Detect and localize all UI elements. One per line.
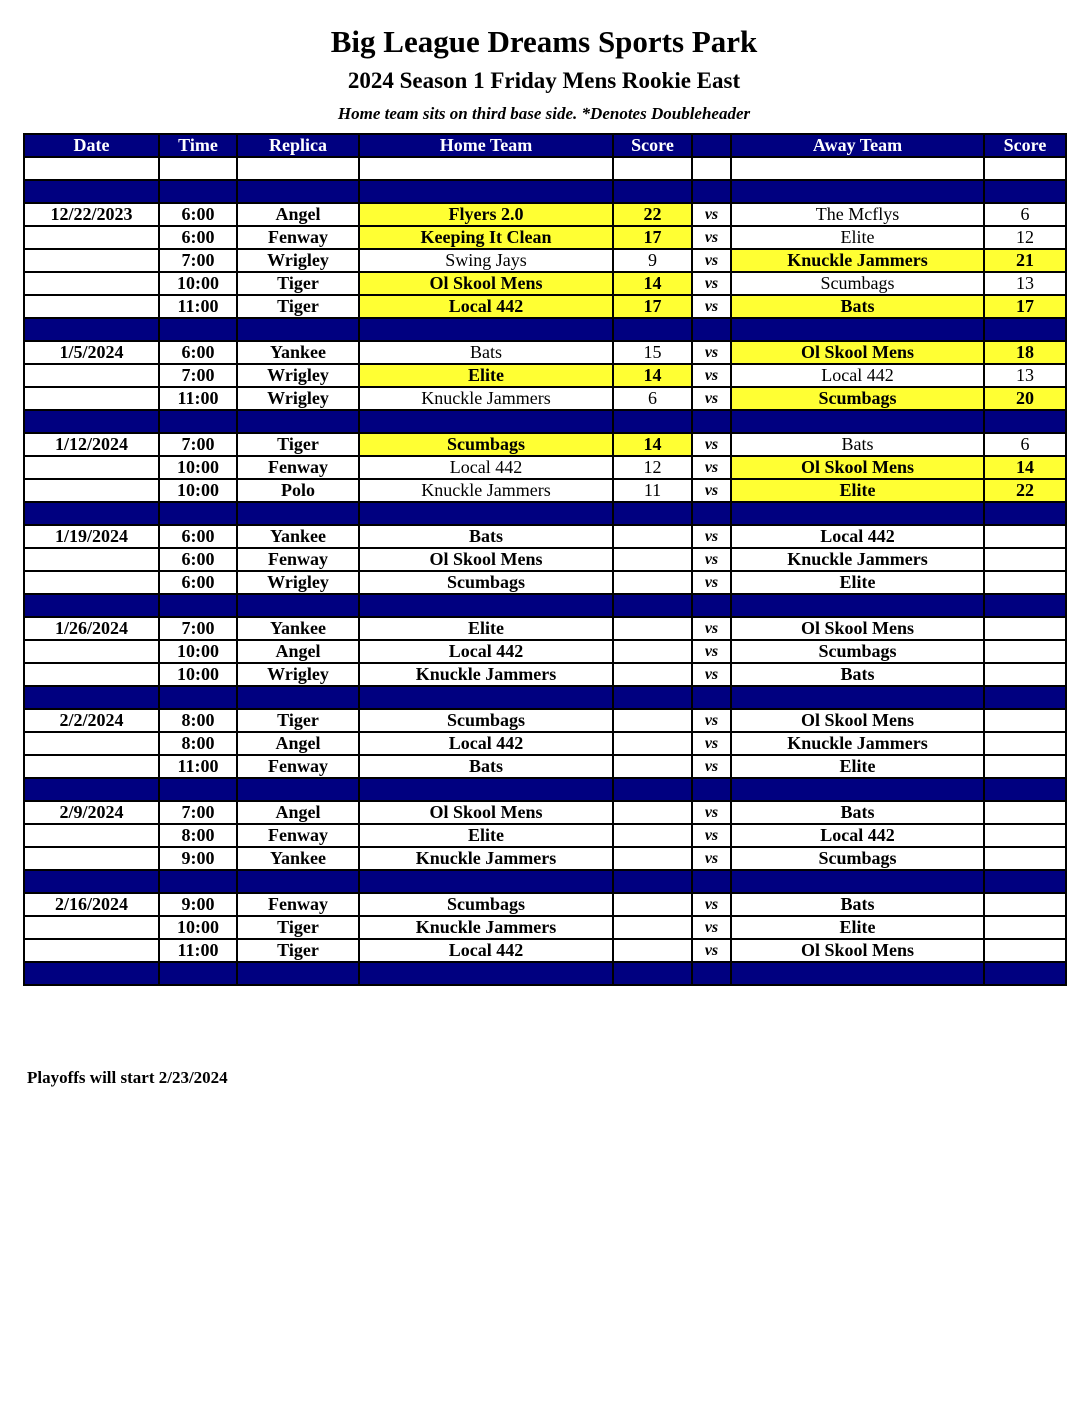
home-score: [613, 548, 692, 571]
column-header-replica: Replica: [237, 134, 359, 157]
game-row: [24, 433, 1066, 456]
game-row: [24, 387, 1066, 410]
away-score: [984, 893, 1066, 916]
game-row: [24, 456, 1066, 479]
home-team: Ol Skool Mens: [359, 272, 613, 295]
game-time: 7:00: [159, 801, 237, 824]
home-team: Flyers 2.0: [359, 203, 613, 226]
game-date: [24, 387, 159, 410]
game-date: 1/12/2024: [24, 433, 159, 456]
game-date: [24, 824, 159, 847]
home-score: [613, 847, 692, 870]
game-time: 7:00: [159, 617, 237, 640]
table-header-row: [24, 134, 1066, 157]
home-score: [613, 801, 692, 824]
home-team: Ol Skool Mens: [359, 548, 613, 571]
week-separator-row: [24, 180, 1066, 203]
away-team: Local 442: [731, 364, 984, 387]
game-field: Wrigley: [237, 364, 359, 387]
away-score: 21: [984, 249, 1066, 272]
home-team: Local 442: [359, 456, 613, 479]
away-team: Ol Skool Mens: [731, 341, 984, 364]
game-date: [24, 272, 159, 295]
away-team: Elite: [731, 226, 984, 249]
home-score: [613, 824, 692, 847]
home-team: Scumbags: [359, 433, 613, 456]
game-date: 2/9/2024: [24, 801, 159, 824]
game-field: Tiger: [237, 433, 359, 456]
column-header-home-score: Score: [613, 134, 692, 157]
away-team: Knuckle Jammers: [731, 732, 984, 755]
game-row: [24, 801, 1066, 824]
vs-label: vs: [692, 640, 731, 663]
away-score: 13: [984, 364, 1066, 387]
away-score: 20: [984, 387, 1066, 410]
vs-label: vs: [692, 755, 731, 778]
away-score: [984, 824, 1066, 847]
home-score: 12: [613, 456, 692, 479]
vs-label: vs: [692, 916, 731, 939]
home-score: [613, 525, 692, 548]
vs-label: vs: [692, 525, 731, 548]
game-field: Angel: [237, 801, 359, 824]
game-time: 9:00: [159, 893, 237, 916]
home-team: Scumbags: [359, 709, 613, 732]
schedule-body: [24, 157, 1066, 985]
game-row: [24, 640, 1066, 663]
game-time: 7:00: [159, 249, 237, 272]
game-field: Yankee: [237, 341, 359, 364]
game-time: 7:00: [159, 364, 237, 387]
home-team: Knuckle Jammers: [359, 663, 613, 686]
vs-label: vs: [692, 617, 731, 640]
away-score: 6: [984, 433, 1066, 456]
game-date: [24, 479, 159, 502]
home-team: Knuckle Jammers: [359, 387, 613, 410]
vs-label: vs: [692, 364, 731, 387]
home-score: 22: [613, 203, 692, 226]
away-team: Ol Skool Mens: [731, 456, 984, 479]
game-row: [24, 479, 1066, 502]
game-field: Fenway: [237, 893, 359, 916]
game-row: [24, 272, 1066, 295]
game-date: [24, 456, 159, 479]
vs-label: vs: [692, 893, 731, 916]
week-separator-row: [24, 686, 1066, 709]
game-row: [24, 847, 1066, 870]
game-date: [24, 847, 159, 870]
game-row: [24, 732, 1066, 755]
away-team: Elite: [731, 571, 984, 594]
vs-label: vs: [692, 732, 731, 755]
playoffs-note: Playoffs will start 2/23/2024: [27, 1068, 228, 1087]
page-subtitle: 2024 Season 1 Friday Mens Rookie East: [347, 68, 741, 93]
away-score: [984, 663, 1066, 686]
away-score: [984, 916, 1066, 939]
vs-label: vs: [692, 295, 731, 318]
away-team: The Mcflys: [731, 203, 984, 226]
away-team: Scumbags: [731, 847, 984, 870]
game-field: Wrigley: [237, 387, 359, 410]
week-separator-row: [24, 594, 1066, 617]
vs-label: vs: [692, 479, 731, 502]
away-score: [984, 939, 1066, 962]
home-team: Ol Skool Mens: [359, 801, 613, 824]
column-header-date: Date: [24, 134, 159, 157]
game-field: Angel: [237, 203, 359, 226]
game-row: [24, 203, 1066, 226]
home-team: Knuckle Jammers: [359, 479, 613, 502]
game-date: [24, 364, 159, 387]
home-team: Local 442: [359, 295, 613, 318]
game-date: 1/26/2024: [24, 617, 159, 640]
away-score: 22: [984, 479, 1066, 502]
game-row: [24, 916, 1066, 939]
home-team: Elite: [359, 824, 613, 847]
week-separator-row: [24, 318, 1066, 341]
column-header-vs: [692, 134, 731, 157]
vs-label: vs: [692, 226, 731, 249]
away-score: [984, 525, 1066, 548]
vs-label: vs: [692, 203, 731, 226]
game-date: 12/22/2023: [24, 203, 159, 226]
game-row: [24, 617, 1066, 640]
game-date: [24, 755, 159, 778]
game-field: Tiger: [237, 709, 359, 732]
home-score: 6: [613, 387, 692, 410]
home-score: 9: [613, 249, 692, 272]
game-date: [24, 939, 159, 962]
away-team: Knuckle Jammers: [731, 249, 984, 272]
away-team: Local 442: [731, 525, 984, 548]
column-header-time: Time: [159, 134, 237, 157]
away-score: [984, 801, 1066, 824]
game-field: Fenway: [237, 755, 359, 778]
game-field: Fenway: [237, 456, 359, 479]
game-date: [24, 571, 159, 594]
away-score: 13: [984, 272, 1066, 295]
home-team: Scumbags: [359, 571, 613, 594]
game-time: 10:00: [159, 456, 237, 479]
game-row: [24, 755, 1066, 778]
away-team: Scumbags: [731, 387, 984, 410]
away-score: [984, 617, 1066, 640]
vs-label: vs: [692, 709, 731, 732]
away-score: [984, 571, 1066, 594]
column-header-away-score: Score: [984, 134, 1066, 157]
home-score: 17: [613, 226, 692, 249]
game-time: 6:00: [159, 571, 237, 594]
home-team: Local 442: [359, 732, 613, 755]
game-time: 11:00: [159, 387, 237, 410]
game-field: Wrigley: [237, 249, 359, 272]
away-score: [984, 755, 1066, 778]
home-score: 17: [613, 295, 692, 318]
week-separator-row: [24, 870, 1066, 893]
away-team: Bats: [731, 893, 984, 916]
game-field: Tiger: [237, 272, 359, 295]
vs-label: vs: [692, 801, 731, 824]
away-score: [984, 847, 1066, 870]
game-field: Angel: [237, 640, 359, 663]
game-time: 11:00: [159, 295, 237, 318]
game-date: 1/5/2024: [24, 341, 159, 364]
away-score: [984, 732, 1066, 755]
vs-label: vs: [692, 548, 731, 571]
game-row: [24, 939, 1066, 962]
game-date: [24, 295, 159, 318]
away-score: [984, 548, 1066, 571]
blank-row: [24, 157, 1066, 180]
week-separator-row: [24, 962, 1066, 985]
vs-label: vs: [692, 939, 731, 962]
away-score: 14: [984, 456, 1066, 479]
game-time: 8:00: [159, 732, 237, 755]
game-field: Wrigley: [237, 663, 359, 686]
game-field: Yankee: [237, 525, 359, 548]
game-date: 1/19/2024: [24, 525, 159, 548]
home-team: Knuckle Jammers: [359, 916, 613, 939]
vs-label: vs: [692, 571, 731, 594]
column-header-home-team: Home Team: [359, 134, 613, 157]
home-team: Swing Jays: [359, 249, 613, 272]
home-team: Bats: [359, 755, 613, 778]
game-date: 2/16/2024: [24, 893, 159, 916]
away-team: Knuckle Jammers: [731, 548, 984, 571]
away-team: Bats: [731, 433, 984, 456]
home-score: [613, 755, 692, 778]
game-field: Wrigley: [237, 571, 359, 594]
game-time: 7:00: [159, 433, 237, 456]
column-header-away-team: Away Team: [731, 134, 984, 157]
game-date: 2/2/2024: [24, 709, 159, 732]
home-score: [613, 640, 692, 663]
game-row: [24, 663, 1066, 686]
home-score: [613, 663, 692, 686]
week-separator-row: [24, 410, 1066, 433]
away-team: Scumbags: [731, 640, 984, 663]
game-time: 10:00: [159, 479, 237, 502]
game-time: 10:00: [159, 640, 237, 663]
away-score: 18: [984, 341, 1066, 364]
game-field: Yankee: [237, 617, 359, 640]
game-time: 11:00: [159, 755, 237, 778]
home-score: [613, 571, 692, 594]
home-score: [613, 893, 692, 916]
game-field: Polo: [237, 479, 359, 502]
game-row: [24, 893, 1066, 916]
game-field: Fenway: [237, 226, 359, 249]
home-team: Elite: [359, 364, 613, 387]
game-field: Tiger: [237, 916, 359, 939]
game-time: 8:00: [159, 709, 237, 732]
game-date: [24, 663, 159, 686]
game-date: [24, 249, 159, 272]
game-field: Angel: [237, 732, 359, 755]
game-date: [24, 732, 159, 755]
vs-label: vs: [692, 847, 731, 870]
vs-label: vs: [692, 456, 731, 479]
game-time: 6:00: [159, 548, 237, 571]
home-score: 11: [613, 479, 692, 502]
home-team: Local 442: [359, 640, 613, 663]
away-team: Local 442: [731, 824, 984, 847]
away-team: Bats: [731, 295, 984, 318]
game-date: [24, 226, 159, 249]
schedule-table: [23, 133, 1067, 986]
game-date: [24, 548, 159, 571]
away-team: Elite: [731, 479, 984, 502]
home-score: [613, 617, 692, 640]
game-time: 6:00: [159, 341, 237, 364]
game-time: 10:00: [159, 916, 237, 939]
home-score: [613, 709, 692, 732]
vs-label: vs: [692, 272, 731, 295]
home-team: Knuckle Jammers: [359, 847, 613, 870]
game-field: Fenway: [237, 548, 359, 571]
game-date: [24, 640, 159, 663]
vs-label: vs: [692, 387, 731, 410]
game-field: Fenway: [237, 824, 359, 847]
week-separator-row: [24, 502, 1066, 525]
home-team: Keeping It Clean: [359, 226, 613, 249]
game-time: 10:00: [159, 663, 237, 686]
vs-label: vs: [692, 433, 731, 456]
week-separator-row: [24, 778, 1066, 801]
game-time: 10:00: [159, 272, 237, 295]
away-score: 6: [984, 203, 1066, 226]
game-time: 6:00: [159, 525, 237, 548]
away-team: Ol Skool Mens: [731, 617, 984, 640]
home-score: 14: [613, 433, 692, 456]
away-team: Bats: [731, 801, 984, 824]
page-title: Big League Dreams Sports Park: [330, 24, 758, 59]
home-team: Local 442: [359, 939, 613, 962]
away-score: 12: [984, 226, 1066, 249]
home-team: Bats: [359, 341, 613, 364]
game-row: [24, 525, 1066, 548]
vs-label: vs: [692, 824, 731, 847]
game-row: [24, 226, 1066, 249]
vs-label: vs: [692, 341, 731, 364]
vs-label: vs: [692, 663, 731, 686]
home-score: 15: [613, 341, 692, 364]
away-score: [984, 640, 1066, 663]
game-time: 8:00: [159, 824, 237, 847]
game-field: Yankee: [237, 847, 359, 870]
game-time: 6:00: [159, 226, 237, 249]
game-row: [24, 341, 1066, 364]
game-field: Tiger: [237, 939, 359, 962]
game-date: [24, 916, 159, 939]
game-row: [24, 364, 1066, 387]
away-team: Elite: [731, 755, 984, 778]
home-team: Bats: [359, 525, 613, 548]
away-team: Bats: [731, 663, 984, 686]
away-team: Scumbags: [731, 272, 984, 295]
game-time: 6:00: [159, 203, 237, 226]
game-row: [24, 548, 1066, 571]
away-score: [984, 709, 1066, 732]
home-score: [613, 916, 692, 939]
game-field: Tiger: [237, 295, 359, 318]
game-row: [24, 709, 1066, 732]
home-team: Scumbags: [359, 893, 613, 916]
game-time: 11:00: [159, 939, 237, 962]
away-team: Elite: [731, 916, 984, 939]
home-score: [613, 939, 692, 962]
home-team: Elite: [359, 617, 613, 640]
home-score: 14: [613, 272, 692, 295]
home-score: 14: [613, 364, 692, 387]
game-row: [24, 571, 1066, 594]
game-time: 9:00: [159, 847, 237, 870]
away-score: 17: [984, 295, 1066, 318]
away-team: Ol Skool Mens: [731, 939, 984, 962]
game-row: [24, 295, 1066, 318]
away-team: Ol Skool Mens: [731, 709, 984, 732]
game-row: [24, 249, 1066, 272]
vs-label: vs: [692, 249, 731, 272]
game-row: [24, 824, 1066, 847]
schedule-note: Home team sits on third base side. *Denotes Doubleheader: [337, 104, 751, 123]
home-score: [613, 732, 692, 755]
